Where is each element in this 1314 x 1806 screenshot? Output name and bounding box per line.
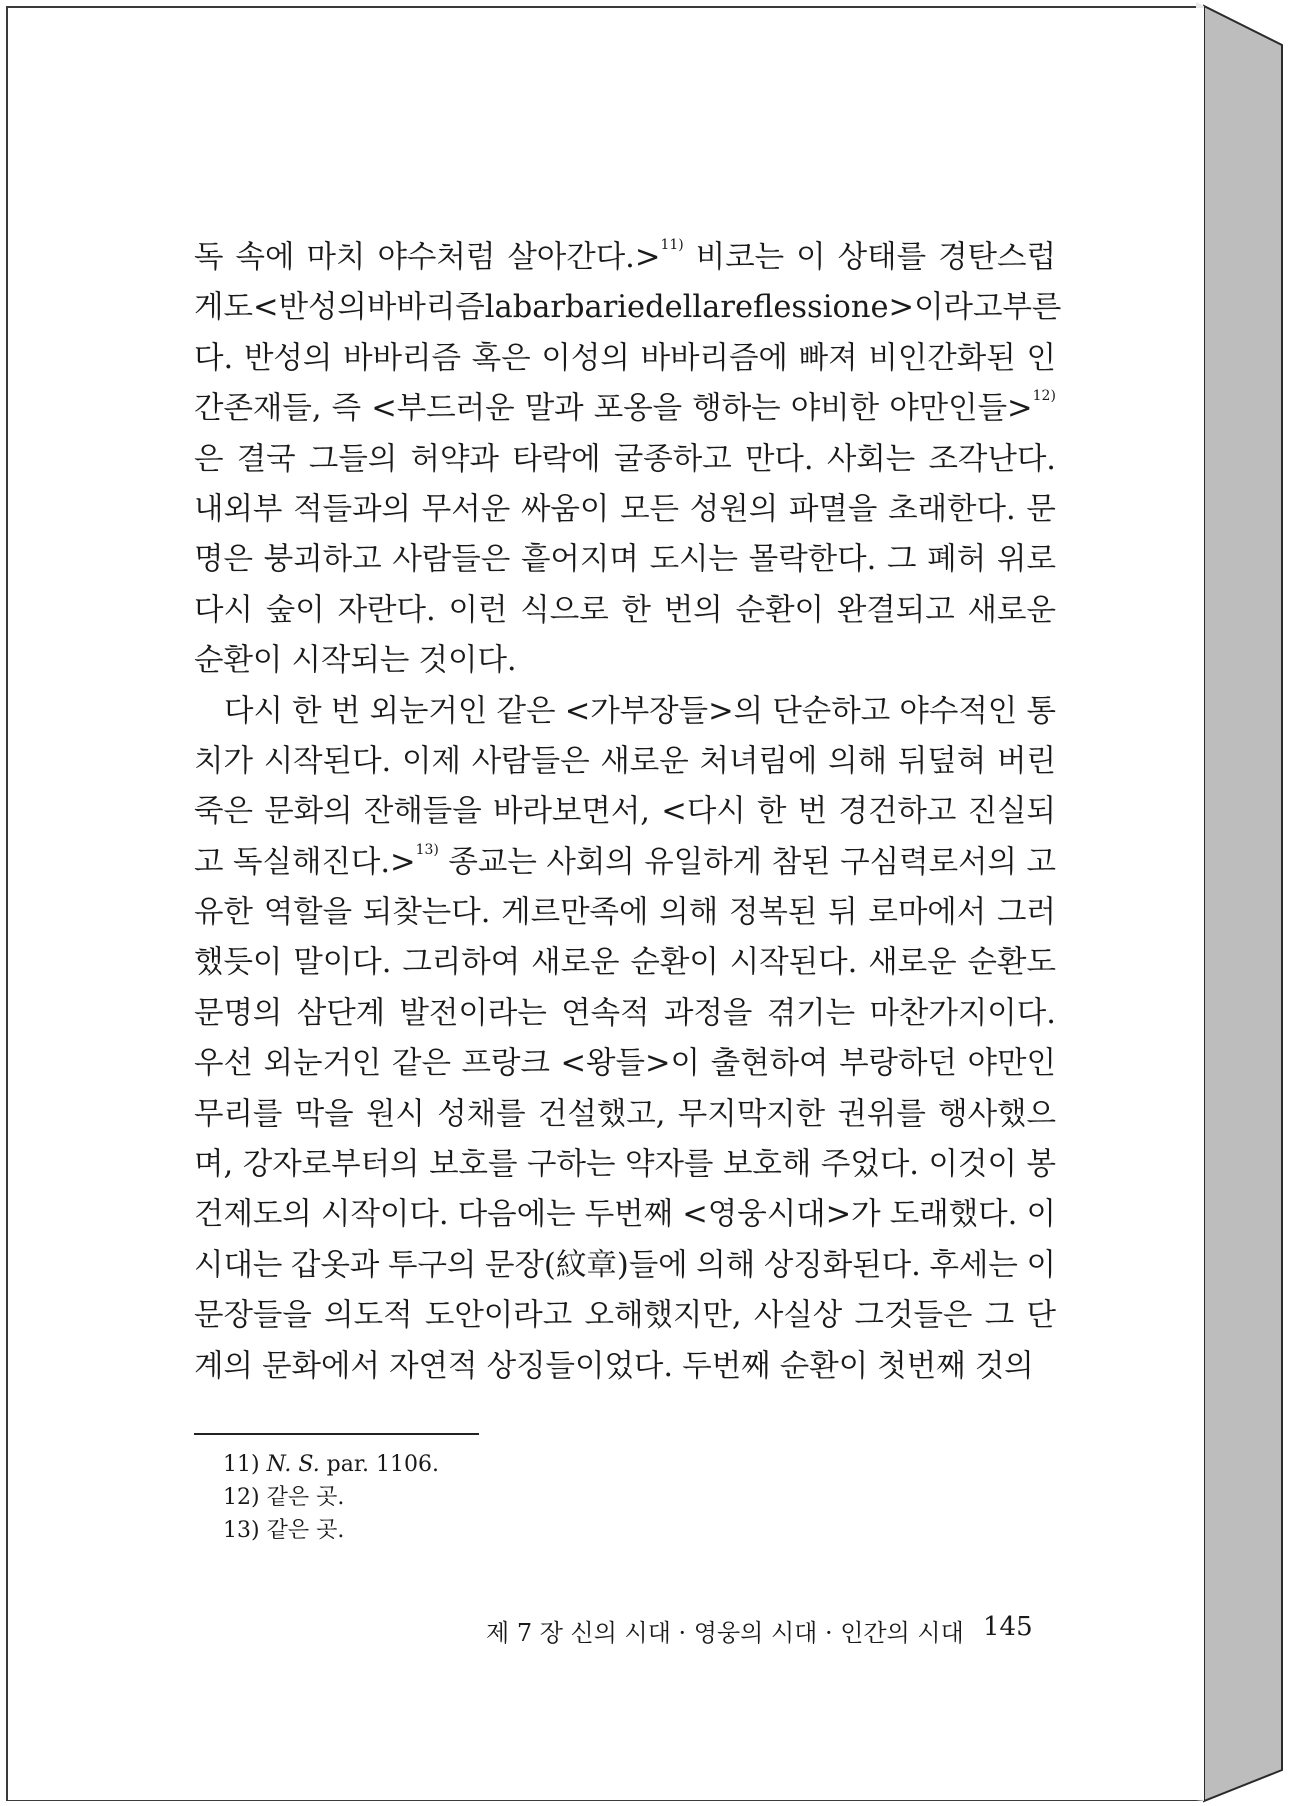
body-word: 사람들은 bbox=[392, 542, 511, 578]
body-word: 행하는 bbox=[692, 391, 781, 427]
body-word: 구하는 bbox=[527, 1147, 616, 1183]
body-line bbox=[194, 787, 1056, 837]
body-word: 삼단계 bbox=[296, 995, 386, 1031]
body-word: 새로운 bbox=[868, 945, 957, 981]
body-word: 자연적 bbox=[389, 1348, 478, 1384]
body-word: 비인간화된 bbox=[868, 340, 1016, 376]
body-word: 자란다. bbox=[337, 592, 436, 628]
body-word: 새로운 bbox=[531, 945, 620, 981]
body-line bbox=[194, 586, 1056, 636]
body-word: 순환도 bbox=[967, 945, 1056, 981]
body-word: 바라보면서, bbox=[492, 794, 650, 830]
body-word: 상태를 bbox=[837, 240, 927, 275]
footnote-text: par. 1106. bbox=[319, 1452, 439, 1477]
body-word: <다시 bbox=[661, 794, 746, 830]
body-word: 참된 bbox=[771, 844, 831, 880]
body-word: 무지막지한 bbox=[677, 1096, 826, 1132]
body-word: 치가 bbox=[194, 743, 253, 779]
body-line bbox=[194, 334, 1056, 384]
body-line bbox=[194, 1291, 1056, 1341]
body-word: 새로운 bbox=[600, 743, 689, 779]
body-word: 도래했다. bbox=[889, 1197, 1018, 1233]
body-word: 의해 bbox=[696, 1247, 756, 1283]
body-word: 독 bbox=[194, 240, 224, 275]
body-word: 게도 bbox=[194, 290, 253, 326]
body-word: 성채를 bbox=[437, 1096, 526, 1132]
body-word: 완결되고 bbox=[836, 592, 955, 628]
body-word: 건설했고, bbox=[537, 1096, 666, 1132]
body-line bbox=[194, 838, 1056, 888]
body-word: 정복된 bbox=[728, 895, 818, 931]
body-word: 다음에는 bbox=[457, 1197, 576, 1233]
body-word: 그리하여 bbox=[402, 945, 521, 981]
body-word: 파멸을 bbox=[788, 491, 878, 527]
body-word: 보호해 bbox=[722, 1147, 812, 1183]
body-word: 첫번째 bbox=[877, 1348, 966, 1384]
body-word: 의해 bbox=[659, 895, 719, 931]
body-word: 인 bbox=[1026, 340, 1056, 376]
body-word: 사람들은 bbox=[471, 743, 590, 779]
body-line bbox=[194, 1190, 1056, 1240]
body-word: 적들과의 bbox=[293, 491, 412, 527]
body-word: 했듯이 bbox=[194, 945, 283, 981]
body-word: 며, bbox=[194, 1147, 234, 1183]
body-line bbox=[194, 1090, 1056, 1140]
body-word: 바바리즘에 bbox=[640, 340, 788, 376]
body-word: 사회의 bbox=[546, 844, 635, 880]
body-word: <가부장들>의 bbox=[564, 693, 764, 729]
body-line bbox=[194, 384, 1056, 434]
body-word: <영웅시대>가 bbox=[682, 1197, 881, 1233]
body-word: 모든 bbox=[620, 491, 680, 527]
body-word: 과정을 bbox=[663, 995, 753, 1031]
body-word: 유한 bbox=[194, 895, 253, 931]
body-word: 로마에서 bbox=[868, 895, 987, 931]
body-word: 문화의 bbox=[264, 794, 353, 830]
body-word: 한 bbox=[621, 592, 651, 628]
body-word: 숲이 bbox=[265, 592, 325, 628]
body-line bbox=[194, 485, 1056, 535]
body-word: 내외부 bbox=[194, 491, 283, 527]
body-word: 야만인들>$^{12)}$ bbox=[889, 388, 1056, 427]
body-word: 초래한다. bbox=[888, 491, 1016, 527]
footnote-rule bbox=[194, 1433, 479, 1435]
body-word: 새로운 bbox=[967, 592, 1056, 628]
footnote-number: 13) bbox=[223, 1518, 267, 1543]
body-word: 비코는 bbox=[695, 240, 785, 275]
body-word: della bbox=[645, 290, 721, 326]
body-word: 발전이라는 bbox=[399, 995, 547, 1031]
body-word: 부랑하던 bbox=[839, 1046, 957, 1082]
body-word: 계의 bbox=[194, 1348, 253, 1384]
body-word: 속에 bbox=[235, 240, 295, 275]
body-word: 즉 bbox=[331, 391, 362, 427]
body-word: 경건하고 bbox=[838, 794, 957, 830]
body-word: 문명의 bbox=[194, 995, 283, 1031]
body-word: 살아간다.>$^{11)}$ bbox=[507, 237, 684, 275]
body-word: 약자를 bbox=[624, 1147, 714, 1183]
body-word: 행사했으 bbox=[938, 1096, 1056, 1132]
body-line bbox=[194, 435, 1056, 485]
body-word: 마치 bbox=[306, 240, 366, 275]
body-word: 시작된다. bbox=[729, 945, 858, 981]
body-word: 단 bbox=[1026, 1298, 1056, 1334]
body-word: 결국 bbox=[236, 441, 296, 477]
body-word: 겪기는 bbox=[766, 995, 856, 1031]
body-word: 두번째 bbox=[682, 1348, 771, 1384]
body-word: 간존재들, bbox=[194, 391, 322, 427]
body-word: 통 bbox=[1026, 693, 1056, 729]
body-word: 단순하고 bbox=[772, 693, 891, 729]
body-word: 한 bbox=[292, 693, 322, 729]
body-word: 이 bbox=[1026, 1197, 1056, 1233]
body-word: 강자로부터의 bbox=[242, 1147, 420, 1183]
body-word: 순환이 bbox=[194, 643, 283, 679]
body-word: 성원의 bbox=[689, 491, 779, 527]
body-word: 경탄스럽 bbox=[938, 240, 1056, 275]
body-word: 만다. bbox=[744, 441, 814, 477]
body-word: 몰락한다. bbox=[748, 542, 877, 578]
body-word: 뒤 bbox=[828, 895, 858, 931]
body-word: 도안이라고 bbox=[424, 1298, 573, 1334]
body-word: 외눈거인 bbox=[263, 1046, 382, 1082]
body-word: 빠져 bbox=[798, 340, 858, 376]
body-word: 다시 bbox=[224, 693, 283, 729]
body-text bbox=[194, 233, 1062, 1392]
body-word: 고 bbox=[194, 844, 224, 880]
body-word: 폐허 bbox=[927, 542, 987, 578]
body-word: 조각난다. bbox=[928, 441, 1056, 477]
body-word: 순환이 bbox=[779, 1348, 869, 1384]
footnote-marker: 12) bbox=[1032, 388, 1056, 405]
body-word: 역할을 bbox=[263, 895, 353, 931]
body-word: 번의 bbox=[663, 592, 723, 628]
body-word: <왕들>이 bbox=[560, 1046, 701, 1082]
body-word: 말이다. bbox=[293, 945, 392, 981]
body-word: 갑옷과 bbox=[291, 1247, 380, 1283]
body-word: 야비한 bbox=[790, 391, 880, 427]
body-word: 같은 bbox=[391, 1046, 451, 1082]
running-footer: 제 7 장 신의 시대 · 영웅의 시대 · 인간의 시대 bbox=[486, 1619, 964, 1647]
body-word: reflessione>이라고 bbox=[720, 290, 1003, 326]
body-word: 혹은 bbox=[471, 340, 531, 376]
body-line bbox=[194, 1140, 1056, 1190]
body-word: la bbox=[484, 290, 513, 326]
body-word: 위로 bbox=[996, 542, 1056, 578]
body-word: 야수적인 bbox=[899, 693, 1018, 729]
body-word: 프랑크 bbox=[461, 1046, 550, 1082]
body-word: 고 bbox=[1026, 844, 1056, 880]
body-word: <반성의 bbox=[252, 290, 367, 326]
body-word: 사회는 bbox=[826, 441, 916, 477]
body-word: <부드러운 bbox=[371, 391, 515, 427]
footnote-item bbox=[223, 1514, 439, 1547]
body-word: 원시 bbox=[365, 1096, 425, 1132]
page-surface bbox=[8, 8, 1204, 1800]
body-word: 한 bbox=[757, 794, 787, 830]
body-word: 시대는 bbox=[194, 1247, 283, 1283]
body-word: 후세는 bbox=[929, 1247, 1018, 1283]
body-word: 문장(紋章)들에 bbox=[485, 1247, 688, 1283]
body-word: 죽은 bbox=[194, 794, 253, 830]
body-line bbox=[194, 687, 1056, 737]
body-word: 두번째 bbox=[584, 1197, 674, 1233]
body-word: 이 bbox=[796, 240, 826, 275]
body-word: 부른 bbox=[1002, 290, 1062, 326]
body-word: 순환이 bbox=[630, 945, 719, 981]
body-word: 주었다. bbox=[820, 1147, 919, 1183]
body-line bbox=[194, 989, 1056, 1039]
body-word: 도시는 bbox=[649, 542, 738, 578]
body-word: 야만인 bbox=[967, 1046, 1056, 1082]
body-word: 그것들은 bbox=[854, 1298, 973, 1334]
body-line bbox=[194, 233, 1056, 283]
body-word: 굴종하고 bbox=[613, 441, 732, 477]
body-word: 것의 bbox=[974, 1348, 1034, 1384]
body-line bbox=[194, 1039, 1056, 1089]
body-word: 붕괴하고 bbox=[263, 542, 382, 578]
body-word: 투구의 bbox=[388, 1247, 477, 1283]
footnote-marker: 13) bbox=[415, 841, 439, 858]
body-word: 흩어지며 bbox=[520, 542, 639, 578]
body-word: 상징화된다. bbox=[763, 1247, 921, 1283]
body-word: 봉 bbox=[1026, 1147, 1056, 1183]
body-line bbox=[194, 636, 1056, 686]
body-word: 잔해들을 bbox=[363, 794, 482, 830]
body-word: 야수처럼 bbox=[377, 240, 496, 275]
body-word: 말과 bbox=[524, 391, 584, 427]
body-line bbox=[194, 737, 1056, 787]
body-word: 포옹을 bbox=[593, 391, 683, 427]
body-word: 번 bbox=[797, 794, 828, 830]
body-word: 은 bbox=[194, 441, 224, 477]
body-word: 명은 bbox=[194, 542, 253, 578]
body-word: 그 bbox=[887, 542, 917, 578]
body-word: 의해 bbox=[828, 743, 888, 779]
body-word: 처녀림에 bbox=[699, 743, 818, 779]
body-word: 다시 bbox=[194, 592, 253, 628]
footnotes bbox=[223, 1448, 439, 1547]
footnote-marker: 11) bbox=[660, 237, 684, 253]
body-word: 출현하여 bbox=[710, 1046, 829, 1082]
body-word: 싸움이 bbox=[520, 491, 610, 527]
body-word: 상징들이었다. bbox=[486, 1348, 674, 1384]
body-word: 무리를 bbox=[194, 1096, 283, 1132]
body-word: 문 bbox=[1026, 491, 1056, 527]
body-word: 번 bbox=[330, 693, 361, 729]
body-word: 이제 bbox=[402, 743, 461, 779]
body-word: 종교는 bbox=[448, 844, 537, 880]
body-word: 이런 bbox=[448, 592, 508, 628]
body-word: 타락에 bbox=[512, 441, 601, 477]
body-word: 진실되 bbox=[967, 794, 1056, 830]
body-word: 식으로 bbox=[520, 592, 609, 628]
body-word: 시작되는 bbox=[291, 643, 410, 679]
body-word: 무서운 bbox=[421, 491, 511, 527]
body-word: 허약과 bbox=[410, 441, 499, 477]
body-word: 그 bbox=[984, 1298, 1015, 1334]
body-line bbox=[194, 1241, 1056, 1291]
body-word: barbarie bbox=[512, 290, 646, 326]
page-number: 145 bbox=[983, 1612, 1033, 1642]
body-word: 시작이다. bbox=[321, 1197, 449, 1233]
body-word: 보호를 bbox=[429, 1147, 518, 1183]
body-word: 그러 bbox=[996, 895, 1056, 931]
body-word: 바바리즘 bbox=[343, 340, 461, 376]
body-word: 구심력로서의 bbox=[840, 844, 1017, 880]
body-word: 마찬가지이다. bbox=[869, 995, 1056, 1031]
footnote-number: 11) bbox=[223, 1452, 267, 1477]
body-line bbox=[194, 1342, 1056, 1392]
body-word: 같은 bbox=[496, 693, 556, 729]
body-word: 이 bbox=[1026, 1247, 1056, 1283]
body-word: 문장들을 bbox=[194, 1298, 312, 1334]
body-word: 그들의 bbox=[308, 441, 398, 477]
footnote-text: 같은 곳. bbox=[266, 1518, 345, 1543]
body-word: 반성의 bbox=[243, 340, 333, 376]
body-word: 우선 bbox=[194, 1046, 253, 1082]
body-word: 건제도의 bbox=[194, 1197, 312, 1233]
body-word: 문화에서 bbox=[262, 1348, 380, 1384]
body-word: 다. bbox=[194, 340, 234, 376]
footnote-item bbox=[223, 1481, 439, 1514]
body-word: 권위를 bbox=[837, 1096, 926, 1132]
body-word: 외눈거인 bbox=[369, 693, 488, 729]
body-word: 연속적 bbox=[561, 995, 650, 1031]
body-word: 독실해진다.>$^{13)}$ bbox=[233, 841, 439, 880]
body-line bbox=[194, 888, 1056, 938]
body-word: 사실상 bbox=[753, 1298, 843, 1334]
body-word: 것이다. bbox=[418, 643, 517, 679]
body-word: 막을 bbox=[294, 1096, 354, 1132]
body-line bbox=[194, 535, 1056, 585]
body-word: 오해했지만, bbox=[584, 1298, 742, 1334]
body-word: 이성의 bbox=[541, 340, 630, 376]
body-word: 순환이 bbox=[735, 592, 824, 628]
body-line bbox=[194, 938, 1056, 988]
footnote-item bbox=[223, 1448, 439, 1481]
footnote-text: 같은 곳. bbox=[266, 1485, 345, 1510]
body-word: 버린 bbox=[996, 743, 1056, 779]
body-word: 유일하게 bbox=[644, 844, 763, 880]
footnote-number: 12) bbox=[223, 1485, 267, 1510]
body-word: 바바리즘 bbox=[366, 290, 485, 326]
body-word: 이것이 bbox=[928, 1147, 1017, 1183]
body-word: 뒤덮혀 bbox=[897, 743, 987, 779]
body-line bbox=[194, 283, 1062, 333]
body-word: 게르만족에 bbox=[501, 895, 649, 931]
body-word: 시작된다. bbox=[263, 743, 392, 779]
body-word: 의도적 bbox=[324, 1298, 413, 1334]
body-word: 되찾는다. bbox=[362, 895, 491, 931]
footnote-source: N. S. bbox=[266, 1452, 320, 1477]
